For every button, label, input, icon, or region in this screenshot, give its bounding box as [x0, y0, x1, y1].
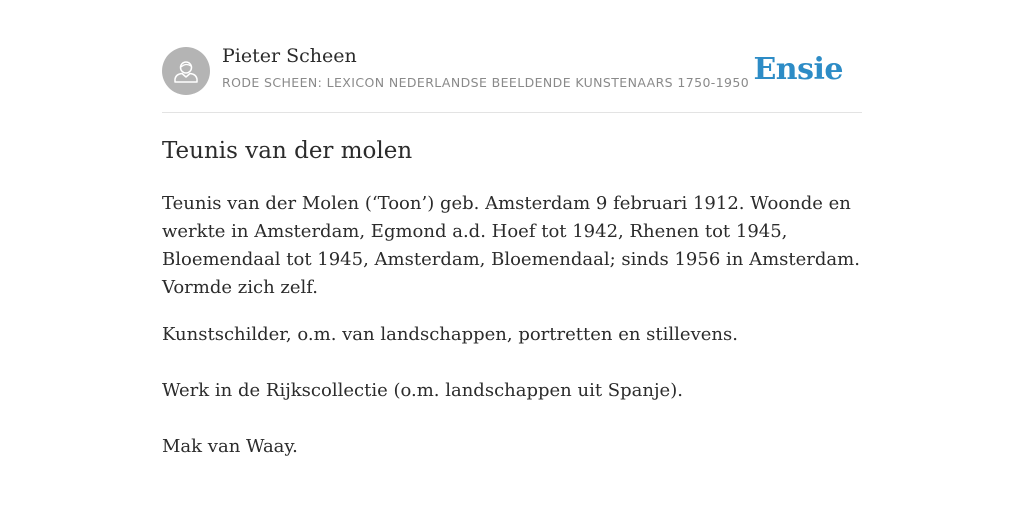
paragraph-reference: Mak van Waay.: [162, 436, 298, 457]
entry-header: [162, 0, 862, 113]
author-name[interactable]: Pieter Scheen: [222, 45, 357, 67]
user-icon: [162, 47, 210, 95]
source-title[interactable]: RODE SCHEEN: LEXICON NEDERLANDSE BEELDENDE KUNSTENAARS 1750-1950: [222, 75, 750, 90]
entry-title: Teunis van der molen: [162, 138, 413, 164]
paragraph-biography: Teunis van der Molen (‘Toon’) geb. Amsterdam 9 februari 1912. Woonde en werkte in Amsterdam, Egmond a.d. Hoef tot 1942, Rhenen tot 1945, Bloemendaal tot 1945, Amsterdam, Bloemendaal; sinds 1956 in Amsterdam. Vormde zich zelf.: [162, 193, 860, 298]
entry-card: [162, 0, 862, 457]
ensie-logo[interactable]: Ensie: [753, 52, 843, 87]
paragraph-collection: Werk in de Rijkscollectie (o.m. landschappen uit Spanje).: [162, 380, 683, 401]
paragraph-profession: Kunstschilder, o.m. van landschappen, portretten en stillevens.: [162, 324, 738, 345]
entry-body: [162, 190, 862, 461]
author-avatar[interactable]: [162, 47, 210, 95]
